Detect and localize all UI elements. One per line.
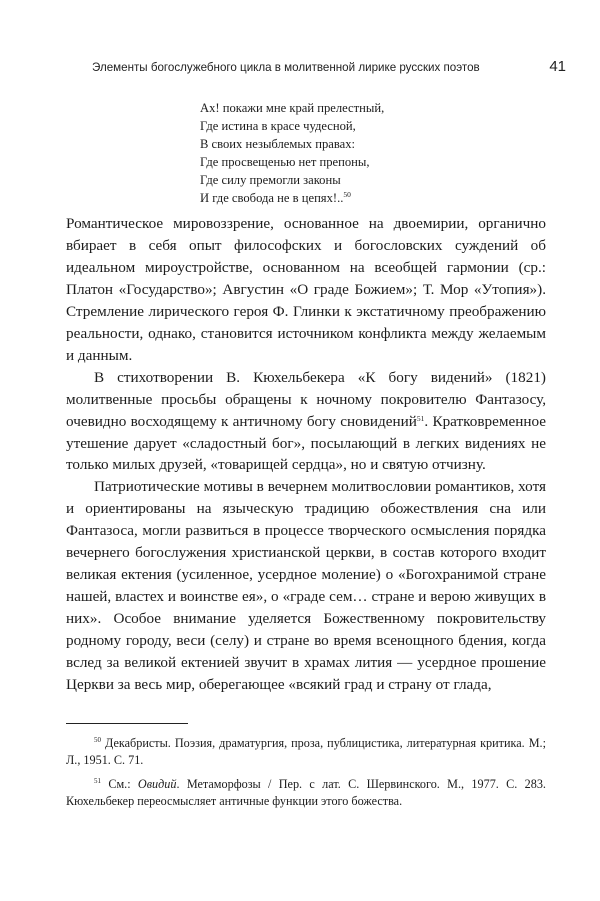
footnote-number-50: 50 — [94, 736, 101, 744]
footnote-51-text: . Метаморфозы / Пер. с лат. С. Шервинского. М., 1977. С. 283. Кюхельбекер переосмысляет античные функции этого божества. — [66, 776, 546, 808]
footnote-50-text: Декабристы. Поэзия, драматургия, проза, публицистика, литературная критика. М.; Л., 1951. С. 71. — [66, 736, 546, 768]
footnote-ref-51: 51 — [416, 413, 425, 423]
paragraph-3: Патриотические мотивы в вечернем молитвословии романтиков, хотя и ориентированы на языческую традицию обожествления сна или Фантазоса, могли развиться в процессе творческого осмысления порядка вечернего богослужения христианской церкви, в состав которого входит великая ектения (усиленное, усердное моление) о «Богохранимой стране нашей, властех и воинстве ея», о «граде сем… стране и верою живущих в них». Особое внимание уделяется Божественному покровительству родному городу, веси (селу) и стране во время всенощного бдения, когда вслед за великой ектенией звучит в храмах лития — усердное прошение Церкви за весь мир, оберегающее «всякий град и страну от глада, — [66, 478, 546, 694]
body-text — [66, 213, 546, 696]
verse-line: Где просвещенью нет препоны, — [200, 155, 370, 170]
footnote-51-prefix: См.: — [101, 776, 138, 791]
footnote-50 — [66, 735, 546, 770]
footnote-ref-50: 50 — [343, 190, 351, 200]
paragraph-2-text-a: В стихотворении В. Кюхельбекера «К богу видений» (1821) молитвенные просьбы обращены к ночному покровителю Фантазосу, очевидно восходящему к античному богу сновидений — [66, 368, 546, 430]
verse-line: Ах! покажи мне край прелестный, — [200, 101, 385, 115]
footnote-51-author: Овидий — [137, 776, 177, 791]
verse-line-last — [200, 189, 384, 207]
footnotes — [66, 735, 546, 810]
verse-line-text: И где свобода не в цепях!.. — [200, 191, 344, 206]
verse-line: В своих незыблемых правах: — [200, 137, 356, 152]
running-header — [56, 58, 566, 80]
verse-line: Где истина в красе чудесной, — [200, 119, 356, 134]
footnote-number-51: 51 — [94, 776, 101, 785]
running-header-title: Элементы богослужебного цикла в молитвенной лирике русских поэтов — [92, 61, 480, 74]
footnote-separator — [66, 723, 188, 724]
verse-quote — [200, 99, 384, 208]
paragraph-2-text-b: . Кратковременное утешение дарует «сладостный бог», посылающий в легких видениях не только милых друзей, «товарищей сердца», но и святую отчизну. — [66, 412, 546, 474]
page-number: 41 — [549, 58, 566, 75]
verse-line: Где силу премогли законы — [200, 173, 341, 188]
paragraph-1: Романтическое мировоззрение, основанное на двоемирии, органично вбирает в себя опыт философских и богословских суждений об идеальном мироустройстве, основанном на всеобщей гармонии (ср.: Платон «Государство»; Августин «О граде Божием»; Т. Мор «Утопия»). Стремление лирического героя Ф. Глинки к экстатичному преображению реальности, однако, становится источником конфликта между желаемым и данным. — [66, 215, 546, 364]
paragraph-2 — [66, 367, 546, 477]
footnote-51 — [66, 776, 546, 811]
